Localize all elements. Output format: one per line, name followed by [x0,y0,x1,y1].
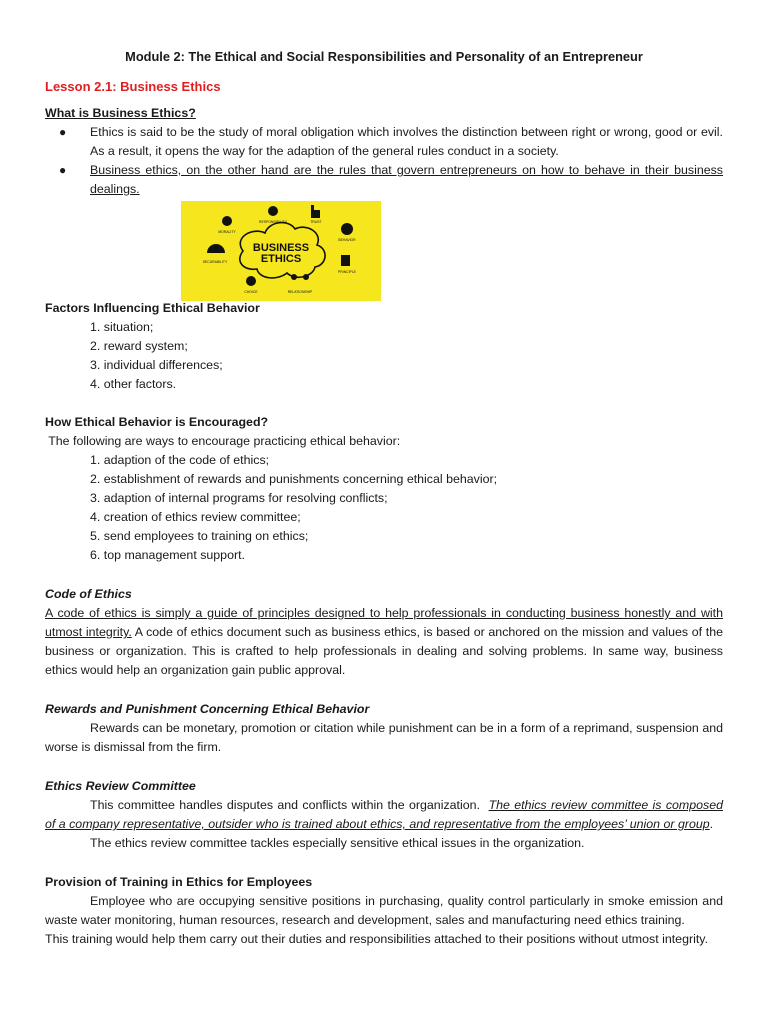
how-item: 5. send employees to training on ethics; [90,529,309,543]
people-icon [291,274,297,280]
committee-paragraph-2: The ethics review committee tackles especially sensitive ethical issues in the organization. [90,836,585,850]
how-heading: How Ethical Behavior is Encouraged? [45,415,269,429]
bullet-dot-icon: ● [59,163,67,177]
training-paragraph-2: This training would help them carry out their duties and responsibilities attached to their positions without utmost integrity. [45,932,709,946]
factors-heading: Factors Influencing Ethical Behavior [45,301,260,315]
head-gear-icon [341,223,353,235]
award-icon [222,216,232,226]
module-title: Module 2: The Ethical and Social Responsibilities and Personality of an Entrepreneur [125,49,643,64]
check-circle-icon [246,276,256,286]
bullet-ethics: ● Ethics is said to be the study of moral obligation which involves the distinction between right or wrong, good or evil. As a result, it opens the way for the adaption of the general rules conduct in a society. [59,125,723,158]
label-responsibility: RESPONSIBILITY [259,220,287,224]
training-heading: Provision of Training in Ethics for Employees [45,875,313,889]
image-title-line1: BUSINESS [252,242,310,254]
how-item: 4. creation of ethics review committee; [90,510,301,524]
how-item: 3. adaption of internal programs for resolving conflicts; [90,491,388,505]
training-paragraph: Employee who are occupying sensitive positions in purchasing, quality control particularly in smoke emission and waste water monitoring, human resources, research and development, sales and manufacturing need ethics training. [45,894,723,927]
business-ethics-image [181,201,381,301]
factor-item: 2. reward system; [90,339,188,353]
how-intro: The following are ways to encourage practicing ethical behavior: [45,434,401,448]
globe-icon [268,206,278,216]
code-paragraph: A code of ethics is simply a guide of principles designed to help professionals in conducting business honestly and with utmost integrity. A code of ethics document such as business ethics, is based or anchored on the mission and values of the business or organization. This is crafted to help professionals in dealing and solving problems. In same way, business ethics would help an organization gain public approval. [45,606,723,677]
clipboard-icon [341,255,350,266]
what-heading: What is Business Ethics? [45,106,196,120]
how-item: 6. top management support. [90,548,245,562]
code-heading: Code of Ethics [45,587,132,601]
rewards-heading: Rewards and Punishment Concerning Ethical Behavior [45,702,370,716]
rewards-paragraph: Rewards can be monetary, promotion or citation while punishment can be in a form of a reprimand, suspension and worse is dismissal from the firm. [45,721,723,754]
factor-item: 3. individual differences; [90,358,223,372]
label-relationship: RELATIONSHIP [287,290,313,294]
image-title-line2: ETHICS [260,253,302,265]
bullet-business-ethics: ● Business ethics, on the other hand are the rules that govern entrepreneurs on how to behave in their business dealings. [59,163,723,196]
how-item: 1. adaption of the code of ethics; [90,453,270,467]
label-trust: TRUST [310,220,322,224]
business-ethics-illustration [181,201,381,301]
committee-paragraph: This committee handles disputes and conflicts within the organization. The ethics review committee is composed of a company representative, outsider who is trained about ethics, and representative from the employees’ union or group. [45,798,723,831]
label-morality: MORALITY [218,230,236,234]
label-principle: PRINCIPLE [338,270,356,274]
factor-item: 1. situation; [90,320,154,334]
lesson-title: Lesson 2.1: Business Ethics [45,79,221,94]
bullet-dot-icon: ● [59,125,67,139]
factor-item: 4. other factors. [90,377,177,391]
label-securability: SECURABILITY [202,260,228,264]
label-choice: CHOICE [244,290,258,294]
label-behavior: BEHAVIOR [338,238,356,242]
image-container [45,199,723,299]
committee-heading: Ethics Review Committee [45,779,196,793]
how-item: 2. establishment of rewards and punishments concerning ethical behavior; [90,472,498,486]
document-page [45,47,723,949]
